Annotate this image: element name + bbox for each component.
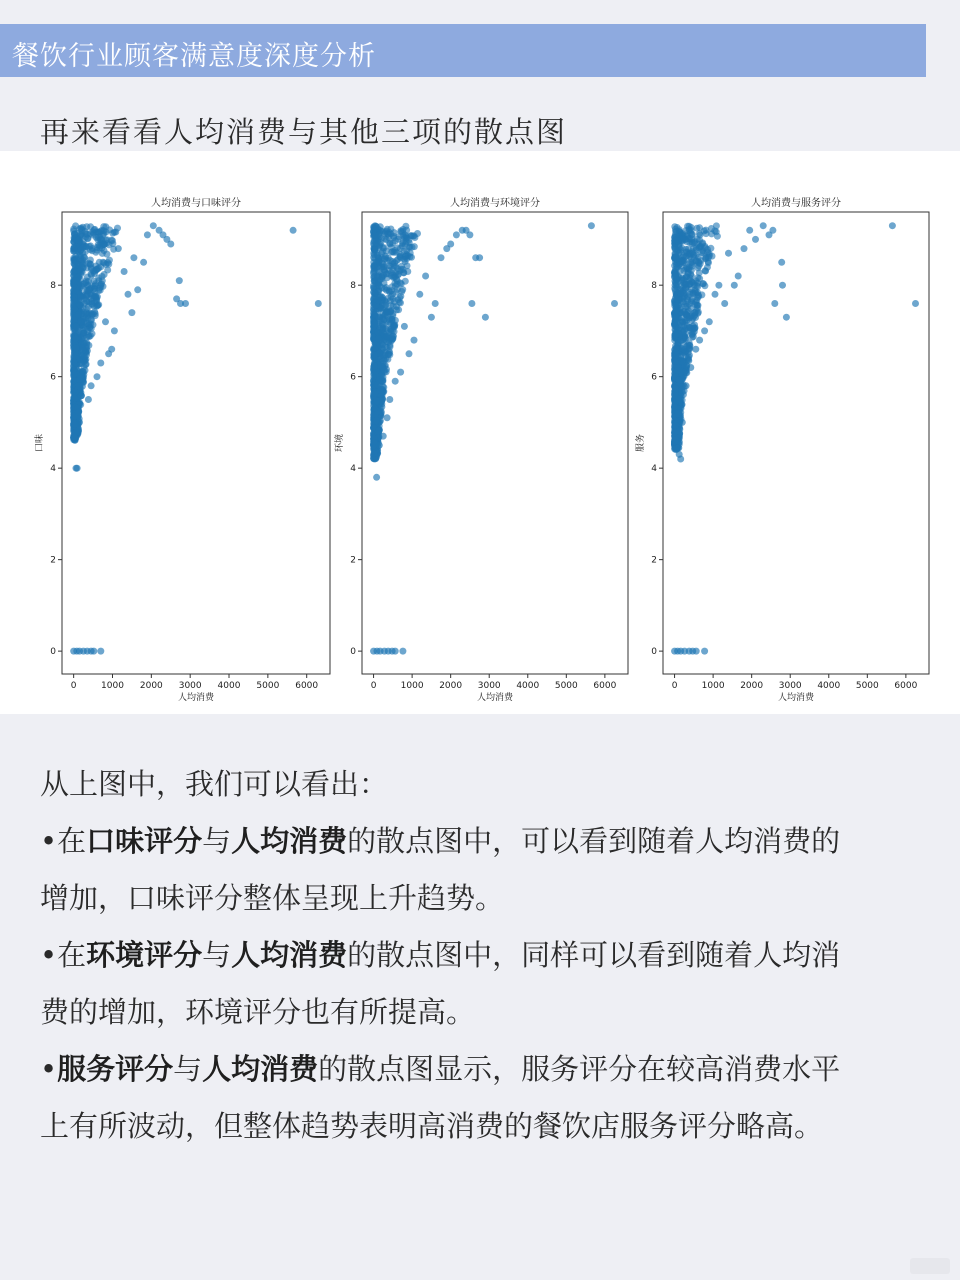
data-point — [387, 309, 394, 316]
data-point — [94, 373, 101, 380]
data-point — [779, 282, 786, 289]
data-point — [72, 277, 79, 284]
x-tick-label: 0 — [70, 681, 77, 691]
chart-title: 人均消费与环境评分 — [450, 198, 540, 209]
data-point — [374, 381, 381, 388]
data-point — [389, 316, 396, 323]
data-point — [80, 243, 87, 250]
data-point — [89, 228, 96, 235]
data-point — [386, 289, 393, 296]
analysis-section — [40, 756, 930, 1155]
data-point — [88, 292, 95, 299]
x-tick-label: 6000 — [295, 681, 319, 691]
analysis-point-service-cont: 上有所波动，但整体趋势表明高消费的餐饮店服务评分略高。 — [40, 1109, 824, 1143]
data-point — [682, 253, 689, 260]
data-point — [676, 324, 683, 331]
text-segment: 在 — [57, 824, 87, 858]
data-point — [691, 238, 698, 245]
data-point — [699, 247, 706, 254]
data-point — [134, 286, 141, 293]
data-point — [672, 422, 679, 429]
data-point — [290, 227, 297, 234]
x-tick-label: 2000 — [439, 681, 463, 691]
chart-title: 人均消费与口味评分 — [151, 198, 241, 209]
data-point — [371, 264, 378, 271]
data-point — [399, 648, 406, 655]
data-point — [83, 310, 90, 317]
data-point — [389, 266, 396, 273]
scatter-chart — [634, 196, 929, 703]
data-point — [713, 228, 720, 235]
data-point — [721, 300, 728, 307]
data-point — [684, 309, 691, 316]
data-point — [370, 648, 377, 655]
data-point — [771, 300, 778, 307]
data-point — [144, 231, 151, 238]
data-point — [379, 275, 386, 282]
data-point — [87, 261, 94, 268]
data-point — [675, 411, 682, 418]
y-tick-label: 4 — [651, 464, 657, 475]
x-axis-label: 人均消费 — [476, 693, 514, 703]
data-point — [682, 259, 689, 266]
data-point — [77, 318, 84, 325]
data-point — [82, 233, 89, 240]
data-point — [677, 456, 684, 463]
data-point — [70, 648, 77, 655]
data-point — [371, 363, 378, 370]
data-point — [671, 237, 678, 244]
x-tick-label: 4000 — [516, 681, 540, 691]
chart-panel — [0, 151, 960, 714]
x-tick-label: 5000 — [855, 681, 879, 691]
analysis-lead: 从上图中，我们可以看出： — [40, 767, 389, 801]
x-tick-label: 4000 — [217, 681, 241, 691]
data-point — [712, 291, 719, 298]
data-point — [70, 358, 77, 365]
data-point — [380, 433, 387, 440]
data-point — [694, 225, 701, 232]
bold-term: 环境评分 — [86, 938, 203, 972]
data-point — [375, 254, 382, 261]
data-point — [735, 273, 742, 280]
data-point — [673, 253, 680, 260]
text-segment: 的散点图显示，服务评分在较高消费水平 — [318, 1052, 841, 1086]
data-point — [371, 390, 378, 397]
data-point — [370, 310, 377, 317]
data-point — [411, 243, 418, 250]
data-point — [692, 346, 699, 353]
data-point — [696, 337, 703, 344]
data-point — [370, 296, 377, 303]
data-point — [156, 227, 163, 234]
data-point — [75, 311, 82, 318]
x-tick-label: 1000 — [701, 681, 725, 691]
data-point — [416, 291, 423, 298]
data-point — [404, 268, 411, 275]
data-point — [111, 327, 118, 334]
data-point — [682, 246, 689, 253]
data-point — [173, 295, 180, 302]
data-point — [432, 300, 439, 307]
data-point — [373, 223, 380, 230]
data-point — [109, 237, 116, 244]
data-point — [671, 429, 678, 436]
data-point — [411, 337, 418, 344]
data-point — [682, 281, 689, 288]
bold-term: 口味评分 — [86, 824, 203, 858]
y-tick-label: 4 — [50, 464, 56, 475]
data-point — [373, 417, 380, 424]
analysis-point-taste — [40, 813, 930, 870]
data-point — [482, 314, 489, 321]
data-point — [468, 300, 475, 307]
chart-title: 人均消费与服务评分 — [751, 198, 841, 209]
bold-term: 服务评分 — [57, 1052, 174, 1086]
y-axis-label: 环境 — [335, 433, 345, 453]
watermark — [910, 1258, 950, 1274]
data-point — [674, 367, 681, 374]
data-point — [387, 240, 394, 247]
data-point — [372, 232, 379, 239]
data-point — [381, 357, 388, 364]
data-point — [688, 256, 695, 263]
y-tick-label: 0 — [651, 647, 657, 658]
data-point — [696, 275, 703, 282]
data-point — [71, 395, 78, 402]
data-point — [372, 277, 379, 284]
data-point — [130, 254, 137, 261]
scatter-chart — [333, 196, 628, 703]
data-point — [109, 230, 116, 237]
data-point — [73, 323, 80, 330]
x-axis-label: 人均消费 — [777, 693, 815, 703]
y-tick-label: 2 — [50, 555, 56, 566]
y-axis-label: 口味 — [35, 433, 45, 453]
data-point — [398, 288, 405, 295]
data-point — [671, 223, 678, 230]
data-point — [404, 252, 411, 259]
data-point — [72, 335, 79, 342]
data-point — [760, 222, 767, 229]
data-point — [778, 259, 785, 266]
data-point — [672, 307, 679, 314]
data-point — [70, 297, 77, 304]
y-tick-label: 4 — [350, 464, 356, 475]
data-point — [391, 280, 398, 287]
data-point — [459, 227, 466, 234]
x-tick-label: 3000 — [778, 681, 802, 691]
data-point — [746, 227, 753, 234]
data-point — [386, 396, 393, 403]
data-point — [399, 239, 406, 246]
data-point — [385, 351, 392, 358]
data-point — [672, 272, 679, 279]
data-point — [672, 385, 679, 392]
data-point — [438, 254, 445, 261]
data-point — [371, 450, 378, 457]
scatter-chart — [33, 196, 330, 703]
data-point — [85, 396, 92, 403]
data-point — [176, 277, 183, 284]
analysis-point-environment-cont: 费的增加，环境评分也有所提高。 — [40, 995, 476, 1029]
text-segment: 与 — [202, 938, 232, 972]
data-point — [71, 371, 78, 378]
data-point — [382, 301, 389, 308]
data-point — [74, 428, 81, 435]
data-point — [725, 250, 732, 257]
x-tick-label: 6000 — [593, 681, 617, 691]
intro-text: 再来看看人均消费与其他三项的散点图 — [40, 115, 568, 149]
data-point — [105, 350, 112, 357]
data-point — [140, 259, 147, 266]
bullet: • — [40, 824, 58, 858]
x-tick-label: 6000 — [894, 681, 918, 691]
data-point — [373, 474, 380, 481]
page-title: 餐饮行业顾客满意度深度分析 — [12, 41, 376, 72]
data-point — [85, 332, 92, 339]
data-point — [428, 314, 435, 321]
data-point — [378, 293, 385, 300]
bold-term: 人均消费 — [202, 1052, 319, 1086]
data-point — [384, 230, 391, 237]
data-point — [384, 414, 391, 421]
x-tick-label: 5000 — [256, 681, 280, 691]
data-point — [92, 310, 99, 317]
y-tick-label: 2 — [350, 555, 356, 566]
y-axis-label: 服务 — [636, 433, 646, 453]
data-point — [71, 231, 78, 238]
y-tick-label: 6 — [350, 372, 356, 383]
data-point — [889, 222, 896, 229]
bold-term: 人均消费 — [231, 824, 348, 858]
data-point — [397, 369, 404, 376]
text-segment: 的散点图中，可以看到随着人均消费的 — [347, 824, 841, 858]
x-tick-label: 5000 — [554, 681, 578, 691]
data-point — [71, 389, 78, 396]
data-point — [93, 266, 100, 273]
data-point — [83, 297, 90, 304]
data-point — [685, 354, 692, 361]
data-point — [687, 271, 694, 278]
data-point — [672, 287, 679, 294]
analysis-point-service — [40, 1041, 930, 1098]
data-point — [76, 419, 83, 426]
analysis-point-environment — [40, 927, 930, 984]
data-point — [679, 419, 686, 426]
data-point — [392, 378, 399, 385]
data-point — [150, 222, 157, 229]
data-point — [375, 427, 382, 434]
text-segment: 在 — [57, 938, 87, 972]
data-point — [694, 264, 701, 271]
data-point — [402, 223, 409, 230]
x-tick-label: 3000 — [178, 681, 202, 691]
data-point — [76, 225, 83, 232]
y-tick-label: 8 — [350, 281, 356, 292]
bold-term: 人均消费 — [231, 938, 348, 972]
data-point — [701, 648, 708, 655]
data-point — [715, 282, 722, 289]
data-point — [97, 281, 104, 288]
data-point — [391, 229, 398, 236]
x-tick-label: 0 — [370, 681, 377, 691]
data-point — [75, 237, 82, 244]
data-point — [588, 222, 595, 229]
data-point — [692, 299, 699, 306]
data-point — [683, 382, 690, 389]
data-point — [125, 291, 132, 298]
data-point — [706, 318, 713, 325]
bullet: • — [40, 1052, 58, 1086]
y-tick-label: 0 — [50, 647, 56, 658]
data-point — [680, 345, 687, 352]
text-segment: 与 — [173, 1052, 203, 1086]
data-point — [75, 262, 82, 269]
data-point — [476, 254, 483, 261]
data-point — [741, 245, 748, 252]
data-point — [672, 436, 679, 443]
y-tick-label: 0 — [350, 647, 356, 658]
data-point — [682, 317, 689, 324]
data-point — [674, 314, 681, 321]
data-point — [70, 245, 77, 252]
data-point — [115, 245, 122, 252]
data-point — [315, 300, 322, 307]
data-point — [370, 351, 377, 358]
data-point — [766, 231, 773, 238]
data-point — [80, 369, 87, 376]
data-point — [912, 300, 919, 307]
data-point — [671, 648, 678, 655]
data-point — [79, 256, 86, 263]
data-point — [387, 343, 394, 350]
data-point — [684, 303, 691, 310]
data-point — [701, 327, 708, 334]
data-point — [104, 259, 111, 266]
analysis-point-taste-cont: 增加，口味评分整体呈现上升趋势。 — [40, 881, 505, 915]
data-point — [672, 358, 679, 365]
y-tick-label: 6 — [651, 372, 657, 383]
text-segment: 的散点图中，同样可以看到随着人均消 — [347, 938, 841, 972]
data-point — [701, 227, 708, 234]
data-point — [401, 323, 408, 330]
data-point — [671, 262, 678, 269]
data-point — [391, 323, 398, 330]
data-point — [370, 345, 377, 352]
data-point — [375, 335, 382, 342]
x-axis-label: 人均消费 — [177, 693, 215, 703]
data-point — [422, 273, 429, 280]
x-tick-label: 2000 — [740, 681, 764, 691]
data-point — [384, 333, 391, 340]
y-tick-label: 2 — [651, 555, 657, 566]
data-point — [443, 245, 450, 252]
x-tick-label: 1000 — [101, 681, 124, 691]
x-tick-label: 3000 — [477, 681, 501, 691]
data-point — [376, 442, 383, 449]
data-point — [672, 332, 679, 339]
data-point — [673, 345, 680, 352]
data-point — [705, 254, 712, 261]
data-point — [752, 236, 759, 243]
data-point — [611, 300, 618, 307]
data-point — [381, 367, 388, 374]
data-point — [101, 241, 108, 248]
data-point — [87, 321, 94, 328]
data-point — [402, 232, 409, 239]
x-tick-label: 4000 — [817, 681, 841, 691]
text-segment: 与 — [202, 824, 232, 858]
data-point — [698, 291, 705, 298]
x-tick-label: 0 — [671, 681, 678, 691]
data-point — [391, 298, 398, 305]
data-point — [102, 318, 109, 325]
data-point — [686, 339, 693, 346]
data-point — [82, 356, 89, 363]
data-point — [693, 245, 700, 252]
data-point — [121, 268, 128, 275]
data-point — [378, 403, 385, 410]
data-point — [395, 271, 402, 278]
data-point — [101, 247, 108, 254]
data-point — [406, 350, 413, 357]
data-point — [691, 325, 698, 332]
data-point — [97, 360, 104, 367]
data-point — [691, 309, 698, 316]
data-point — [676, 376, 683, 383]
data-point — [379, 244, 386, 251]
y-tick-label: 8 — [50, 281, 56, 292]
data-point — [99, 227, 106, 234]
y-tick-label: 8 — [651, 281, 657, 292]
data-point — [382, 253, 389, 260]
data-point — [671, 445, 678, 452]
data-point — [74, 465, 81, 472]
data-point — [128, 309, 135, 316]
bullet: • — [40, 938, 58, 972]
dense-point-cluster — [671, 222, 721, 453]
data-point — [370, 289, 377, 296]
header-banner — [0, 24, 926, 77]
data-point — [93, 298, 100, 305]
data-point — [81, 280, 88, 287]
data-point — [684, 297, 691, 304]
data-point — [75, 409, 82, 416]
data-point — [379, 341, 386, 348]
data-point — [695, 258, 702, 265]
data-point — [83, 341, 90, 348]
data-point — [97, 648, 104, 655]
x-tick-label: 2000 — [139, 681, 163, 691]
y-tick-label: 6 — [50, 372, 56, 383]
data-point — [73, 344, 80, 351]
data-point — [687, 364, 694, 371]
data-point — [373, 397, 380, 404]
data-point — [88, 382, 95, 389]
data-point — [731, 282, 738, 289]
scatter-charts — [0, 151, 960, 714]
x-tick-label: 1000 — [400, 681, 424, 691]
data-point — [783, 314, 790, 321]
data-point — [453, 231, 460, 238]
data-point — [393, 249, 400, 256]
